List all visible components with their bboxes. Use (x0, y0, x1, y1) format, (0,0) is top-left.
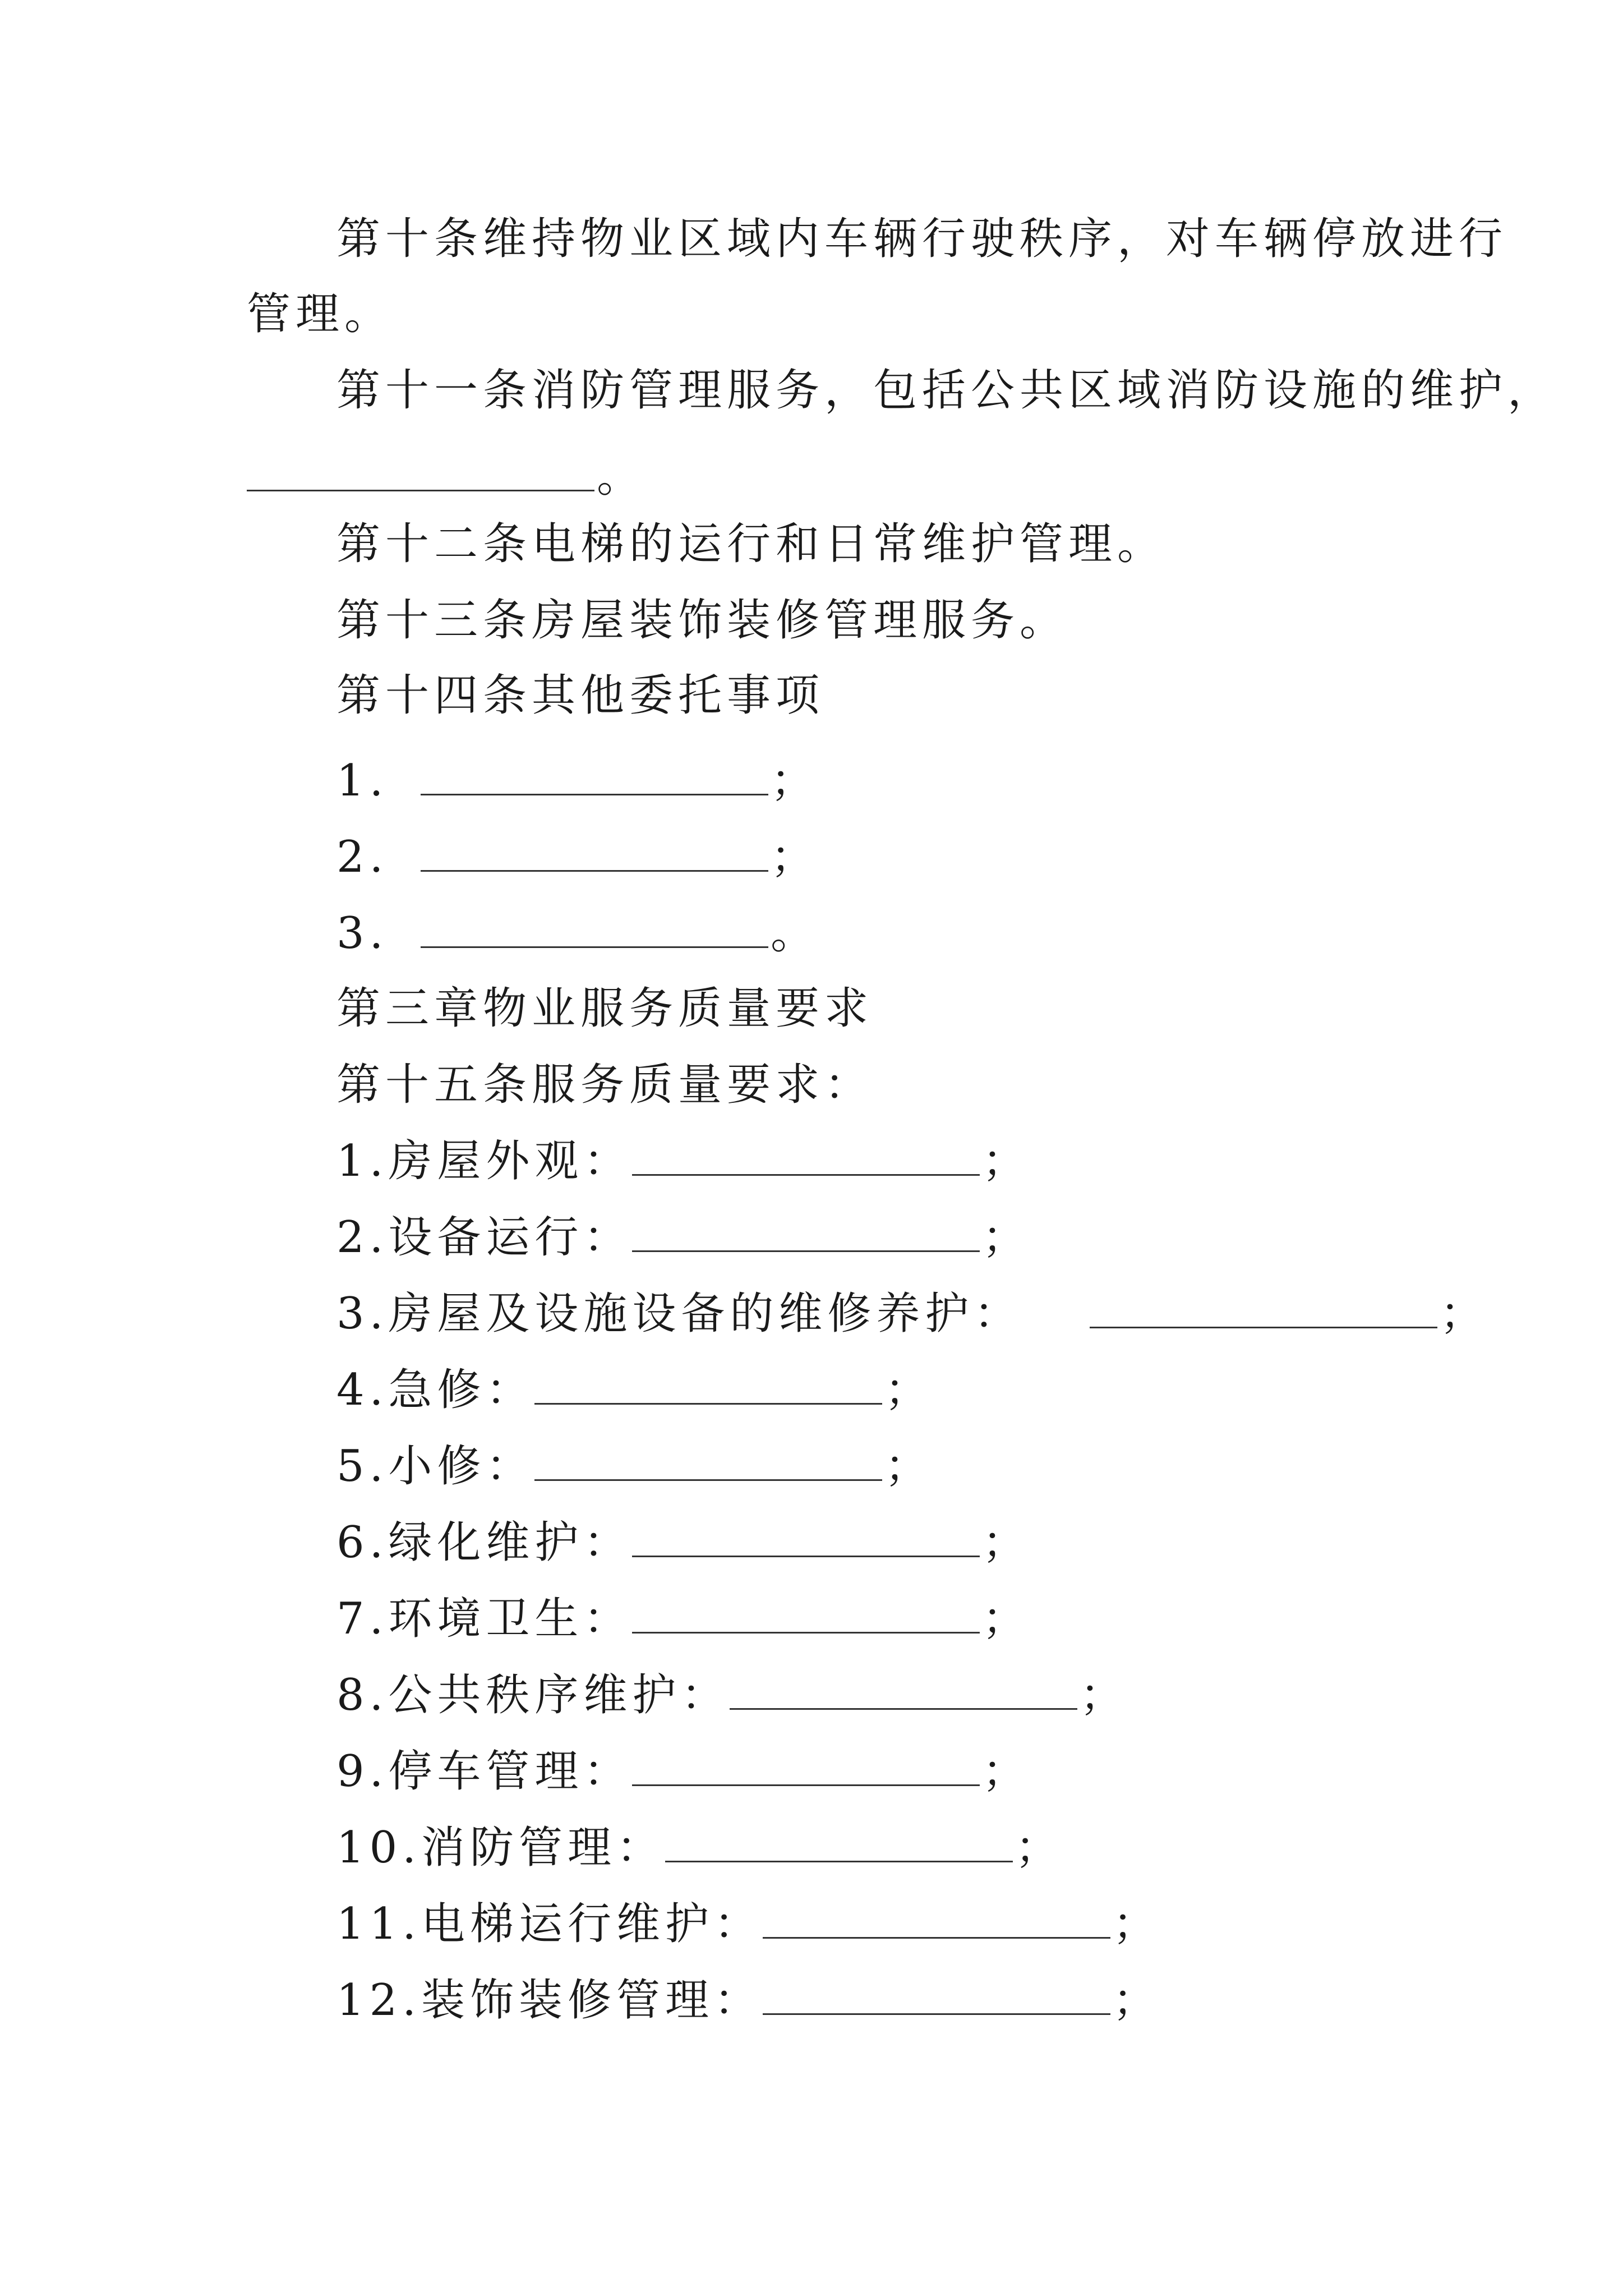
article-14-item (336, 829, 819, 885)
line-end-punct: ； (1440, 1289, 1489, 1339)
quality-item (336, 1133, 1031, 1189)
line-end-punct: ； (1113, 1899, 1162, 1949)
fill-blank (421, 907, 768, 948)
article-14: 第十四条其他委托事项 (336, 670, 825, 721)
quality-item-label: 2.设备运行： (336, 1212, 633, 1263)
line-end-punct: ； (982, 1594, 1031, 1644)
quality-item-label: 5.小修： (336, 1441, 535, 1492)
quality-item-label: 9.停车管理： (336, 1746, 633, 1797)
quality-item (336, 1896, 1161, 1952)
fill-blank (421, 831, 768, 872)
article-10-line-2: 管理。 (247, 289, 394, 339)
quality-item-label: 8.公共秩序维护： (336, 1670, 730, 1720)
line-end-punct: ； (982, 1136, 1031, 1186)
quality-item (336, 1286, 1488, 1342)
fill-blank (632, 1745, 980, 1786)
article-13: 第十三条房屋装饰装修管理服务。 (336, 595, 1069, 646)
fill-blank (1090, 1287, 1437, 1328)
chapter-3-heading: 第三章物业服务质量要求 (336, 983, 874, 1034)
fill-blank (763, 1898, 1110, 1939)
article-15: 第十五条服务质量要求： (336, 1060, 874, 1110)
line-end-punct: ； (1080, 1670, 1129, 1720)
fill-blank (534, 1364, 882, 1405)
line-end-punct: ； (982, 1212, 1031, 1263)
line-end-punct: ； (884, 1441, 934, 1492)
quality-item (336, 1743, 1031, 1800)
fill-blank (763, 1974, 1110, 2015)
line-end-punct: ； (1015, 1823, 1064, 1873)
fill-blank (534, 1440, 882, 1481)
quality-item (336, 1591, 1031, 1647)
fill-blank (665, 1821, 1013, 1862)
line-end-punct: ； (771, 756, 820, 806)
line-end-punct: 。 (597, 452, 646, 502)
fill-blank (632, 1135, 980, 1176)
line-end-punct: ； (884, 1365, 934, 1415)
item-number: 3. (336, 908, 389, 959)
article-11-line-2 (247, 449, 645, 505)
quality-item-label: 6.绿化维护： (336, 1517, 633, 1568)
quality-item (336, 1667, 1128, 1723)
fill-blank (632, 1593, 980, 1634)
line-end-punct: ； (771, 832, 820, 882)
fill-blank (632, 1516, 980, 1557)
item-number: 2. (336, 832, 389, 882)
quality-item-label: 3.房屋及设施设备的维修养护： (336, 1289, 1023, 1339)
article-14-item (336, 905, 819, 961)
quality-item-label: 4.急修： (336, 1365, 535, 1415)
article-11-line-1: 第十一条消防管理服务，包括公共区域消防设施的维护， (336, 365, 1557, 416)
quality-item (336, 1362, 933, 1418)
quality-item (336, 1515, 1031, 1571)
item-number: 1. (336, 756, 389, 806)
fill-blank (632, 1211, 980, 1252)
quality-item (336, 1209, 1031, 1266)
quality-item-label: 1.房屋外观： (336, 1136, 633, 1186)
line-end-punct: ； (982, 1517, 1031, 1568)
fill-blank (730, 1669, 1077, 1710)
article-12: 第十二条电梯的运行和日常维护管理。 (336, 519, 1166, 569)
line-end-punct: ； (1113, 1975, 1162, 2026)
quality-item-label: 7.环境卫生： (336, 1594, 633, 1644)
fill-blank (421, 754, 768, 795)
quality-item (336, 1438, 933, 1494)
article-10-line-1: 第十条维持物业区域内车辆行驶秩序，对车辆停放进行 (336, 214, 1508, 264)
article-14-item (336, 753, 819, 809)
quality-item (336, 1820, 1064, 1876)
quality-item-label: 11.电梯运行维护： (336, 1899, 763, 1949)
line-end-punct: ； (982, 1746, 1031, 1797)
quality-item (336, 1972, 1161, 2028)
quality-item-label: 12.装饰装修管理： (336, 1975, 763, 2026)
line-end-punct: 。 (771, 908, 820, 959)
fill-blank (247, 450, 594, 491)
quality-item-label: 10.消防管理： (336, 1823, 666, 1873)
